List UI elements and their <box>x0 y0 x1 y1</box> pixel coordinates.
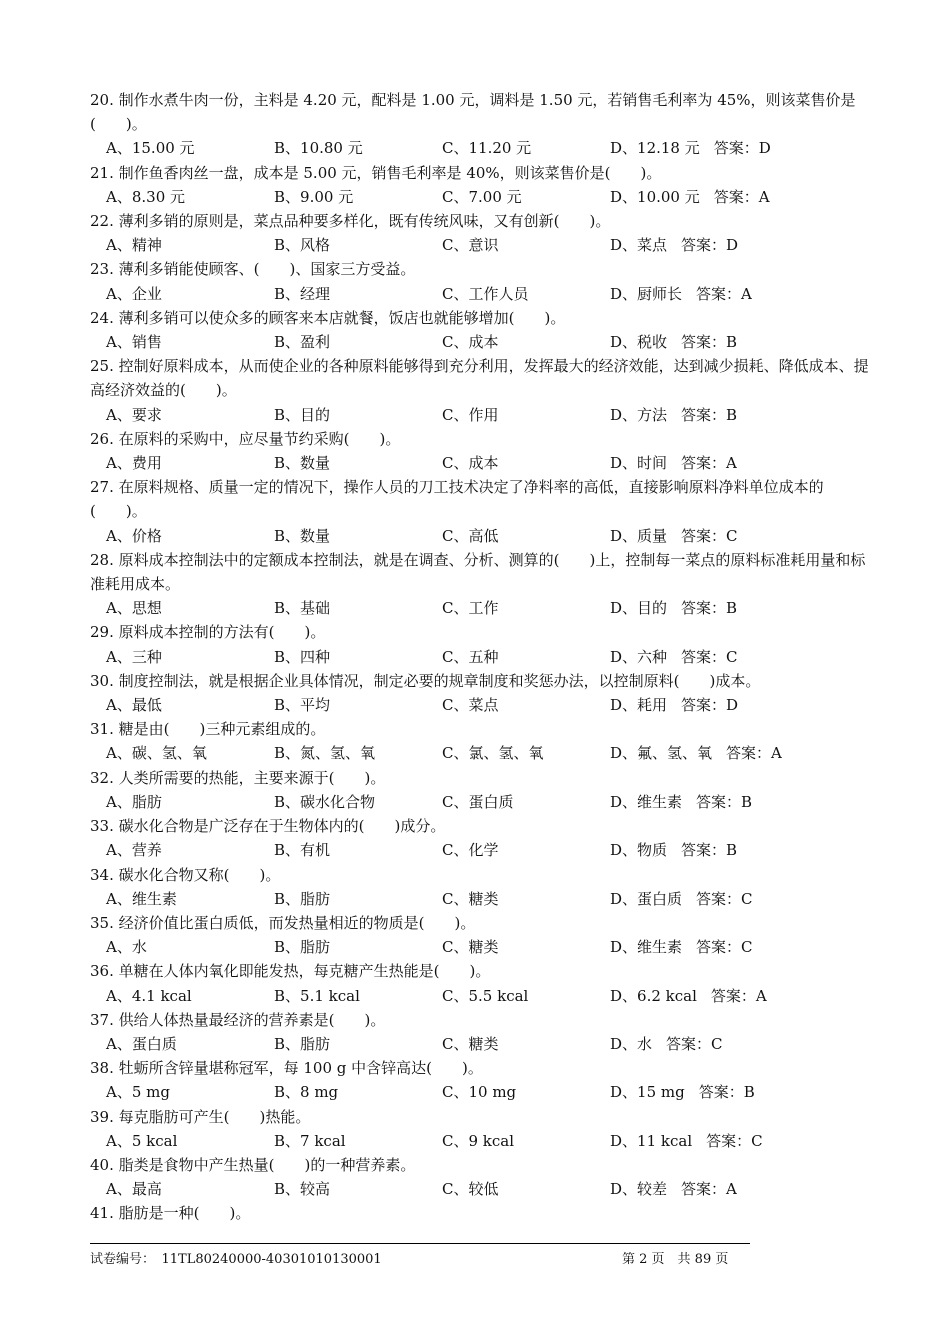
option-c: C、作用 <box>442 405 499 424</box>
option-b: B、数量 <box>274 454 331 473</box>
question-text: 36. 单糖在人体内氧化即能发热，每克糖产生热能是( )。 <box>90 962 491 981</box>
option-b: B、9.00 元 <box>274 187 354 206</box>
answer-label: 答案：A <box>726 744 782 763</box>
option-b: B、氮、氢、氧 <box>274 744 376 763</box>
option-c: C、意识 <box>442 236 499 255</box>
option-row <box>90 524 880 548</box>
option-d: D、15 mg <box>610 1083 685 1102</box>
option-row <box>90 451 880 475</box>
question-text: 21. 制作鱼香肉丝一盘，成本是 5.00 元，销售毛利率是 40%，则该菜售价是( )。 <box>90 163 662 182</box>
option-d: D、方法 <box>610 405 668 424</box>
answer-label: 答案：A <box>696 284 752 303</box>
option-d: D、11 kcal <box>610 1131 693 1150</box>
option-c: C、成本 <box>442 454 499 473</box>
option-d: D、税收 <box>610 333 668 352</box>
question-text: 35. 经济价值比蛋白质低，而发热量相近的物质是( )。 <box>90 913 476 932</box>
option-a: A、思想 <box>106 599 162 618</box>
answer-label: 答案：D <box>713 139 771 158</box>
option-b: B、7 kcal <box>274 1131 346 1150</box>
option-d: D、菜点 <box>610 236 668 255</box>
option-a: A、精神 <box>106 236 162 255</box>
option-a: A、蛋白质 <box>106 1034 177 1053</box>
option-row <box>90 790 880 814</box>
option-row <box>90 1129 880 1153</box>
option-d: D、6.2 kcal <box>610 986 697 1005</box>
question-text: 31. 糖是由( )三种元素组成的。 <box>90 720 326 739</box>
answer-label: 答案：C <box>681 647 738 666</box>
answer-label: 答案：C <box>696 889 753 908</box>
answer-label: 答案：A <box>681 1180 737 1199</box>
option-a: A、脂肪 <box>106 792 162 811</box>
option-row <box>90 741 880 765</box>
question-text: 30. 制度控制法，就是根据企业具体情况，制定必要的规章制度和奖惩办法，以控制原料( )成本。 <box>90 671 761 690</box>
question-text: 22. 薄利多销的原则是，菜点品种要多样化，既有传统风味，又有创新( )。 <box>90 212 611 231</box>
option-a: A、水 <box>106 938 147 957</box>
exam-id: 试卷编号： 11TL80240000-40301010130001 <box>90 1252 382 1267</box>
option-b: B、平均 <box>274 696 331 715</box>
answer-label: 答案：B <box>681 599 738 618</box>
option-c: C、工作 <box>442 599 499 618</box>
answer-label: 答案：C <box>696 938 753 957</box>
option-c: C、11.20 元 <box>442 139 532 158</box>
answer-label: 答案：A <box>713 187 770 206</box>
answer-label: 答案：B <box>681 333 738 352</box>
option-a: A、维生素 <box>106 889 177 908</box>
question-text: 29. 原料成本控制的方法有( )。 <box>90 623 326 642</box>
option-c: C、5.5 kcal <box>442 986 529 1005</box>
option-b: B、脂肪 <box>274 889 331 908</box>
option-row <box>90 1032 880 1056</box>
option-b: B、10.80 元 <box>274 139 363 158</box>
option-b: B、有机 <box>274 841 331 860</box>
option-a: A、8.30 元 <box>106 187 185 206</box>
option-c: C、糖类 <box>442 938 499 957</box>
option-b: B、较高 <box>274 1180 331 1199</box>
option-row <box>90 838 880 862</box>
option-row <box>90 233 880 257</box>
option-d: D、维生素 <box>610 938 683 957</box>
option-b: B、盈利 <box>274 333 331 352</box>
option-row <box>90 403 880 427</box>
question-text: 38. 牡蛎所含锌量堪称冠军，每 100 g 中含锌高达( )。 <box>90 1059 483 1078</box>
option-row <box>90 887 880 911</box>
option-a: A、最低 <box>106 696 162 715</box>
question-text: 23. 薄利多销能使顾客、( )、国家三方受益。 <box>90 260 416 279</box>
option-a: A、15.00 元 <box>106 139 195 158</box>
question-text: 28. 原料成本控制法中的定额成本控制法，就是在调查、分析、测算的( )上，控制每一菜点的原料标准耗用量和标准耗用成本。 <box>90 550 866 594</box>
footer-divider <box>90 1243 750 1244</box>
option-a: A、三种 <box>106 647 162 666</box>
option-c: C、糖类 <box>442 1034 499 1053</box>
answer-label: 答案：C <box>666 1034 723 1053</box>
option-d: D、耗用 <box>610 696 668 715</box>
option-c: C、7.00 元 <box>442 187 522 206</box>
option-a: A、企业 <box>106 284 162 303</box>
option-c: C、五种 <box>442 647 499 666</box>
option-b: B、经理 <box>274 284 331 303</box>
option-d: D、厨师长 <box>610 284 683 303</box>
option-b: B、脂肪 <box>274 938 331 957</box>
option-a: A、费用 <box>106 454 162 473</box>
answer-label: 答案：A <box>681 454 737 473</box>
option-row <box>90 984 880 1008</box>
question-text: 27. 在原料规格、质量一定的情况下，操作人员的刀工技术决定了净料率的高低，直接影响原料净料单位成本的( )。 <box>90 478 824 521</box>
option-b: B、风格 <box>274 236 331 255</box>
option-b: B、脂肪 <box>274 1034 331 1053</box>
option-c: C、氯、氢、氧 <box>442 744 544 763</box>
option-a: A、要求 <box>106 405 162 424</box>
option-d: D、维生素 <box>610 792 683 811</box>
answer-label: 答案：B <box>681 841 738 860</box>
option-c: C、成本 <box>442 333 499 352</box>
question-text: 20. 制作水煮牛肉一份，主料是 4.20 元，配料是 1.00 元，调料是 1.50 元，若销售毛利率为 45%，则该菜售价是( )。 <box>90 91 856 134</box>
question-text: 41. 脂肪是一种( )。 <box>90 1204 251 1223</box>
option-b: B、目的 <box>274 405 331 424</box>
option-c: C、10 mg <box>442 1083 517 1102</box>
option-a: A、价格 <box>106 526 162 545</box>
option-b: B、碳水化合物 <box>274 792 376 811</box>
question-text: 40. 脂类是食物中产生热量( )的一种营养素。 <box>90 1155 416 1174</box>
page-info: 第 2 页 共 89 页 <box>622 1252 729 1267</box>
option-b: B、基础 <box>274 599 331 618</box>
question-text: 32. 人类所需要的热能，主要来源于( )。 <box>90 768 386 787</box>
option-c: C、糖类 <box>442 889 499 908</box>
option-b: B、8 mg <box>274 1083 339 1102</box>
option-d: D、12.18 元 <box>610 139 700 158</box>
question-list <box>90 88 880 1226</box>
option-d: D、10.00 元 <box>610 187 700 206</box>
option-row <box>90 1080 880 1104</box>
answer-label: 答案：D <box>681 696 739 715</box>
answer-label: 答案：A <box>710 986 767 1005</box>
question-text: 37. 供给人体热量最经济的营养素是( )。 <box>90 1010 386 1029</box>
option-d: D、物质 <box>610 841 668 860</box>
option-d: D、较差 <box>610 1180 668 1199</box>
option-c: C、菜点 <box>442 696 499 715</box>
option-d: D、氟、氢、氧 <box>610 744 713 763</box>
option-b: B、数量 <box>274 526 331 545</box>
option-a: A、最高 <box>106 1180 162 1199</box>
question-text: 34. 碳水化合物又称( )。 <box>90 865 281 884</box>
option-row <box>90 282 880 306</box>
option-row <box>90 645 880 669</box>
question-text: 39. 每克脂肪可产生( )热能。 <box>90 1107 311 1126</box>
option-d: D、质量 <box>610 526 668 545</box>
option-d: D、目的 <box>610 599 668 618</box>
answer-label: 答案：B <box>681 405 738 424</box>
answer-label: 答案：C <box>706 1131 763 1150</box>
option-a: A、营养 <box>106 841 162 860</box>
option-row <box>90 596 880 620</box>
option-c: C、工作人员 <box>442 284 529 303</box>
option-c: C、蛋白质 <box>442 792 514 811</box>
question-text: 25. 控制好原料成本，从而使企业的各种原料能够得到充分利用，发挥最大的经济效能，达到减少损耗、降低成本、提高经济效益的( )。 <box>90 357 869 400</box>
option-b: B、四种 <box>274 647 331 666</box>
answer-label: 答案：B <box>698 1083 755 1102</box>
option-row <box>90 185 880 209</box>
option-row <box>90 693 880 717</box>
option-row <box>90 1177 880 1201</box>
option-c: C、化学 <box>442 841 499 860</box>
option-a: A、碳、氢、氧 <box>106 744 207 763</box>
question-text: 26. 在原料的采购中，应尽量节约采购( )。 <box>90 429 401 448</box>
option-row <box>90 330 880 354</box>
answer-label: 答案：B <box>696 792 753 811</box>
option-d: D、蛋白质 <box>610 889 683 908</box>
question-text: 24. 薄利多销可以使众多的顾客来本店就餐，饭店也就能够增加( )。 <box>90 308 566 327</box>
option-c: C、高低 <box>442 526 499 545</box>
option-b: B、5.1 kcal <box>274 986 360 1005</box>
option-row <box>90 935 880 959</box>
option-c: C、9 kcal <box>442 1131 515 1150</box>
option-a: A、5 kcal <box>106 1131 178 1150</box>
option-a: A、销售 <box>106 333 162 352</box>
answer-label: 答案：C <box>681 526 738 545</box>
option-d: D、时间 <box>610 454 668 473</box>
option-c: C、较低 <box>442 1180 499 1199</box>
question-text: 33. 碳水化合物是广泛存在于生物体内的( )成分。 <box>90 817 446 836</box>
option-row <box>90 136 880 160</box>
option-a: A、5 mg <box>106 1083 170 1102</box>
option-a: A、4.1 kcal <box>106 986 192 1005</box>
answer-label: 答案：D <box>681 236 739 255</box>
option-d: D、水 <box>610 1034 653 1053</box>
option-d: D、六种 <box>610 647 668 666</box>
